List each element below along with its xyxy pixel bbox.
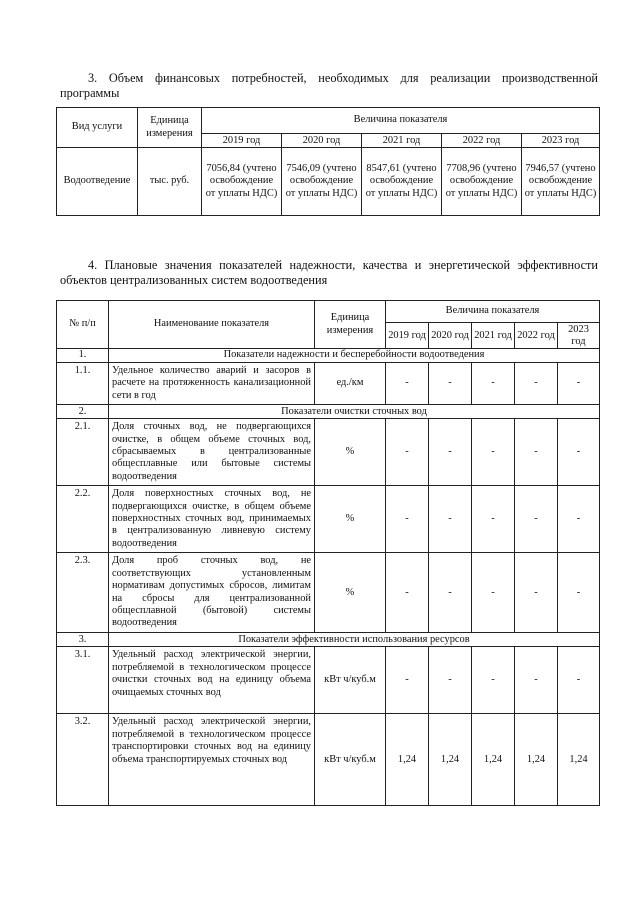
row-unit: % xyxy=(315,486,386,553)
value-cell: - xyxy=(386,486,429,553)
value-cell: - xyxy=(558,363,600,405)
table-row xyxy=(57,553,600,633)
group-title: Показатели надежности и бесперебойности водоотведения xyxy=(109,349,600,363)
value-cell: - xyxy=(515,553,558,633)
row-name: Удельный расход электрической энергии, потребляемой в технологическом процессе очистки сточных вод на единицу объема очищаемых сточных вод xyxy=(109,647,315,714)
table-row xyxy=(57,148,600,216)
year-2019: 2019 год xyxy=(386,323,429,349)
table-row xyxy=(57,419,600,486)
row-num: 1.1. xyxy=(57,363,109,405)
year-2022: 2022 год xyxy=(442,134,522,148)
value-cell: - xyxy=(558,553,600,633)
group-row xyxy=(57,633,600,647)
value-cell: - xyxy=(558,419,600,486)
header-unit: Единица измерения xyxy=(138,108,202,148)
value-cell: - xyxy=(386,553,429,633)
year-2020: 2020 год xyxy=(429,323,472,349)
table-row xyxy=(57,486,600,553)
header-name: Наименование показателя xyxy=(109,301,315,349)
value-cell: 7946,57 (учтено освобождение от уплаты НДС) xyxy=(522,148,600,216)
value-cell: - xyxy=(429,419,472,486)
value-cell: - xyxy=(472,363,515,405)
value-cell: - xyxy=(515,647,558,714)
section-3-heading: 3. Объем финансовых потребностей, необходимых для реализации производственной программы xyxy=(60,71,598,101)
row-num: 3.2. xyxy=(57,714,109,806)
group-title: Показатели эффективности использования ресурсов xyxy=(109,633,600,647)
section-4-heading: 4. Плановые значения показателей надежности, качества и энергетической эффективности объектов централизованных систем водоотведения xyxy=(60,258,598,288)
row-num: 2.1. xyxy=(57,419,109,486)
value-cell: 1,24 xyxy=(515,714,558,806)
header-value: Величина показателя xyxy=(386,301,600,323)
row-name: Доля проб сточных вод, не соответствующих установленным нормативам допустимых сбросов, лимитам на сбросы для централизованной общесплавной (бытовой) системы водоотведения xyxy=(109,553,315,633)
unit: тыс. руб. xyxy=(138,148,202,216)
row-name: Доля поверхностных сточных вод, не подвергающихся очистке, в общем объеме поверхностных сточных вод, принимаемых в централизованную ливневую систему водоотведения xyxy=(109,486,315,553)
indicators-table xyxy=(56,300,600,806)
year-2022: 2022 год xyxy=(515,323,558,349)
row-num: 2.3. xyxy=(57,553,109,633)
value-cell: 1,24 xyxy=(429,714,472,806)
financial-needs-table xyxy=(56,107,600,216)
group-num: 2. xyxy=(57,405,109,419)
row-unit: кВт ч/куб.м xyxy=(315,647,386,714)
year-2021: 2021 год xyxy=(472,323,515,349)
header-value: Величина показателя xyxy=(202,108,600,134)
service-name: Водоотведение xyxy=(57,148,138,216)
row-num: 2.2. xyxy=(57,486,109,553)
value-cell: - xyxy=(472,419,515,486)
value-cell: - xyxy=(472,486,515,553)
value-cell: 7546,09 (учтено освобождение от уплаты НДС) xyxy=(282,148,362,216)
value-cell: - xyxy=(558,486,600,553)
value-cell: - xyxy=(429,363,472,405)
value-cell: - xyxy=(429,486,472,553)
value-cell: - xyxy=(386,363,429,405)
row-name: Удельное количество аварий и засоров в расчете на протяженность канализационной сети в год xyxy=(109,363,315,405)
year-2023: 2023 год xyxy=(522,134,600,148)
group-row xyxy=(57,405,600,419)
year-2021: 2021 год xyxy=(362,134,442,148)
group-title: Показатели очистки сточных вод xyxy=(109,405,600,419)
value-cell: 7708,96 (учтено освобождение от уплаты НДС) xyxy=(442,148,522,216)
value-cell: - xyxy=(429,647,472,714)
table-row xyxy=(57,714,600,806)
group-num: 1. xyxy=(57,349,109,363)
value-cell: 8547,61 (учтено освобождение от уплаты НДС) xyxy=(362,148,442,216)
row-unit: ед./км xyxy=(315,363,386,405)
value-cell: 7056,84 (учтено освобождение от уплаты НДС) xyxy=(202,148,282,216)
table-row xyxy=(57,647,600,714)
table-row xyxy=(57,363,600,405)
value-cell: - xyxy=(472,647,515,714)
group-num: 3. xyxy=(57,633,109,647)
row-unit: % xyxy=(315,553,386,633)
value-cell: - xyxy=(515,486,558,553)
year-2020: 2020 год xyxy=(282,134,362,148)
value-cell: - xyxy=(386,647,429,714)
value-cell: - xyxy=(515,363,558,405)
value-cell: 1,24 xyxy=(386,714,429,806)
row-name: Удельный расход электрической энергии, потребляемой в технологическом процессе транспортировки сточных вод на единицу объема транспортируемых сточных вод xyxy=(109,714,315,806)
value-cell: - xyxy=(429,553,472,633)
header-unit: Единица измерения xyxy=(315,301,386,349)
value-cell: 1,24 xyxy=(472,714,515,806)
row-name: Доля сточных вод, не подвергающихся очистке, в общем объеме сточных вод, сбрасываемых в централизованные общесплавные или бытовые системы водоотведения xyxy=(109,419,315,486)
group-row xyxy=(57,349,600,363)
row-num: 3.1. xyxy=(57,647,109,714)
value-cell: 1,24 xyxy=(558,714,600,806)
year-2023: 2023 год xyxy=(558,323,600,349)
row-unit: кВт ч/куб.м xyxy=(315,714,386,806)
value-cell: - xyxy=(558,647,600,714)
value-cell: - xyxy=(386,419,429,486)
header-service: Вид услуги xyxy=(57,108,138,148)
value-cell: - xyxy=(472,553,515,633)
header-num: № п/п xyxy=(57,301,109,349)
row-unit: % xyxy=(315,419,386,486)
value-cell: - xyxy=(515,419,558,486)
year-2019: 2019 год xyxy=(202,134,282,148)
